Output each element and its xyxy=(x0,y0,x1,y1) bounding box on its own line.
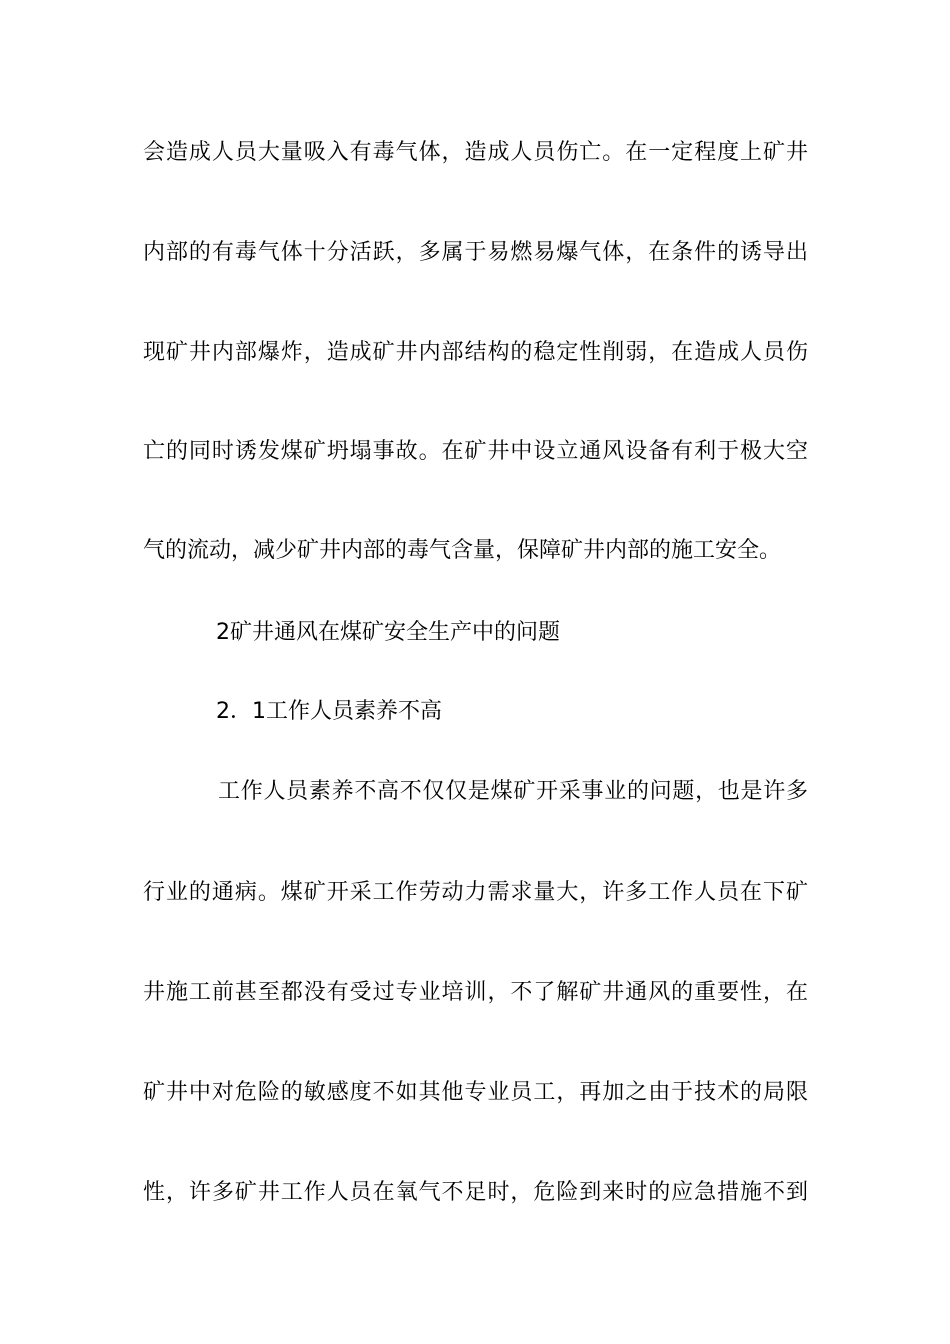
paragraph-line: 工作人员素养不高不仅仅是煤矿开采事业的问题，也是许多 xyxy=(218,779,808,804)
paragraph-line: 亡的同时诱发煤矿坍塌事故。在矿井中设立通风设备有利于极大空 xyxy=(143,439,808,464)
paragraph-line: 矿井中对危险的敏感度不如其他专业员工，再加之由于技术的局限 xyxy=(143,1080,808,1105)
paragraph-line: 行业的通病。煤矿开采工作劳动力需求量大，许多工作人员在下矿 xyxy=(143,880,808,905)
section-heading: 2矿井通风在煤矿安全生产中的问题 xyxy=(216,620,560,645)
paragraph-line: 井施工前甚至都没有受过专业培训，不了解矿井通风的重要性，在 xyxy=(143,980,808,1005)
paragraph-line: 现矿井内部爆炸，造成矿井内部结构的稳定性削弱，在造成人员伤 xyxy=(143,340,808,365)
subsection-heading: 2．1工作人员素养不高 xyxy=(216,699,442,724)
paragraph-line: 会造成人员大量吸入有毒气体，造成人员伤亡。在一定程度上矿井 xyxy=(143,140,808,165)
paragraph-line: 性，许多矿井工作人员在氧气不足时，危险到来时的应急措施不到 xyxy=(143,1180,808,1205)
paragraph-line: 气的流动，减少矿井内部的毒气含量，保障矿井内部的施工安全。 xyxy=(143,538,782,563)
paragraph-line: 内部的有毒气体十分活跃，多属于易燃易爆气体，在条件的诱导出 xyxy=(143,240,808,265)
